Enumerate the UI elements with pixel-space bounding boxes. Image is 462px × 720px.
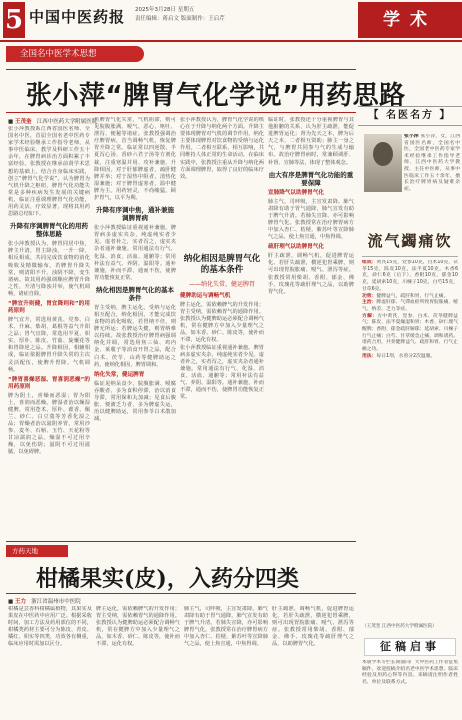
doctor-bio (404, 134, 460, 224)
column-2-subhead-2: 纳化相因是脾胃气化的基本条件 (96, 285, 174, 302)
analysis-label: 方解： (362, 313, 378, 319)
mid-headline: 纳化相因是脾胃气化的基本条件 (183, 254, 261, 275)
feature-byline: ■ 王茂奎 江西中医药大学附属医院 (8, 119, 98, 125)
prescription-text (362, 260, 458, 620)
column-1-paragraph-4: 脾为阴土，喜燥而恶湿；胃为阳土，喜润而恶燥。脾湿者治以燥湿健脾，常用苍术、厚朴、藿香、佩兰、砂仁、白豆蔻等芳香化湿之品；胃燥者治以滋阴养胃，常用沙参、麦冬、石斛、玉竹、天花粉等甘凉濡润之品。燥湿不可过用辛燥，以免伤阴；滋阴不可过用滋腻，以免碍脾。 (8, 392, 90, 456)
column-4-subhead: 由大有序是脾胃气化功能的重要保障 (268, 170, 354, 187)
column-1-intro: 张小萍教授系江西省国医名师、全国名中医，首届全国名老中医药专家学术经验继承工作指导老师，从事中医临床、教学及科研工作五十余年，在脾胃病诊治方面积累了丰富经验。张教授在继承前贤学术思想的基础上，结合自身临床实践，创立“脾胃气化学说”，认为脾胃为气机升降之枢纽，脾胃气化功能失常是多种疾病发生发展的关键病机，临证注重调理脾胃气化功能，用药灵活，疗效显著，现将其用药思路总结如下。 (8, 126, 90, 218)
column-3-paragraph-2: 脾主运化，需依赖脾气的升发作用；胃主受纳，需依赖胃气的通降作用。张教授认为健脾助运必须配合调畅气机，常在健脾方中加入少量理气之品，如木香、砂仁、陈皮等，使补而不滞，运化有权。 (180, 302, 264, 344)
feature-headline: 张小萍“脾胃气化学说”用药思路 (26, 81, 406, 111)
story2-text: 柑橘是芸香科柑橘属植物，其果实及果皮在中医药中应用广泛。根据采收时间、加工方法及药用部位的不同，柑橘类药材主要可分为陈皮、青皮、橘红、枳实等四类，功效各有侧重，临床应用时需加以区分。 (8, 606, 92, 648)
feature-column-2 (94, 117, 176, 540)
newspaper-brand: 中国中医药报 (29, 8, 126, 26)
efficacy-label: 功效： (362, 293, 377, 299)
sidebar-rule (362, 256, 458, 257)
page-number: 5 (3, 2, 25, 38)
story2-column-4 (272, 606, 354, 716)
column-2-paragraph-4: 临证见纳呆食少、脘腹胀满、嗳腐吞酸者，多为食积停滞，治以消食导滞，常用保和丸加减；见食后腹胀、便溏乏力者，多为脾虚失运，治以健脾助运，常用参苓白术散加减。 (94, 380, 176, 423)
story2-column-4-text: 肝主疏泄，调畅气机，促进脾胃运化。若肝失疏泄，横逆犯胃乘脾，则可出现胃脘胀痛、嗳气、泄泻等症。张教授常用柴胡、香附、郁金、佛手、玫瑰花等疏肝理气之品，以助脾胃气化。 (272, 606, 354, 648)
masthead-info (135, 6, 265, 24)
column-1-subhead: 升降有序调脾胃气化的用药整体思路 (10, 222, 88, 239)
composition-label: 组成： (362, 260, 377, 265)
column-2-red-heading: 纳化失常，健运脾胃 (94, 371, 145, 378)
headline-top-rule (6, 69, 356, 70)
usage-label: 用法： (362, 353, 377, 359)
story-divider (6, 541, 356, 542)
feature-column-1 (8, 126, 90, 540)
column-4-red-heading-2: 疏肝理气以助脾胃气化 (268, 244, 324, 251)
editor-credit: 责任编辑：蒋启文 版面制作：王启芹 (135, 16, 225, 22)
headline-bottom-rule (6, 112, 356, 113)
doctor-portrait (364, 134, 402, 192)
mid-subheadline: ——纳化失常，健运脾胃 (188, 281, 255, 288)
call-for-papers-text: 本版学术专栏长期面向广大中医药工作者征集稿件，欢迎投稿介绍名老中医学术思想、临床经验及用药心得等内容。来稿请注明作者姓名、单位及联系方式。 (362, 660, 458, 686)
prescription-title: 流气蠲痛饮 (367, 232, 453, 250)
story2-column-1 (8, 606, 92, 716)
story2-column-2 (96, 606, 180, 716)
sidebar (358, 44, 462, 720)
indication-text: 脾虚肝郁、气滞血瘀所致胃脘胀痛、嗳气、纳差、乏力等症。 (362, 300, 458, 312)
column-2-intro: 若脾胃气化失常，气机阻滞，则可见脘腹胀满、嗳气、恶心、呕吐、泄泻、便秘等诸症。张教授强调治疗脾胃病，首当调畅气机，恢复脾胃升降之常。临证常以四逆散、半夏泻心汤、香砂六君子汤等方剂化裁，注重寒温并用、攻补兼施、升降相因。对于肝郁脾虚者，疏肝健脾并举；对于湿热中阻者，清热化湿兼施；对于脾胃虚寒者，温中健脾为主。用药轻灵，不尚峻猛，顾护胃气，以平为期。 (94, 117, 176, 202)
story2-author: 王力 (14, 599, 26, 605)
byline-author: 王茂奎 (14, 119, 32, 125)
column-2-subhead: 升降有序调中焦，通补兼施调脾胃病 (96, 206, 174, 223)
column-1-red-heading-1: “脾宜升则健，胃宜降则和”的用药原则 (8, 300, 90, 314)
column-4-paragraph-2: 肺主气，司呼吸，主宣发肃降。肺气肃降有助于胃气通降，肺气宣发有助于脾气升清。若肺失宣降，亦可影响脾胃气化。张教授常在治疗脾胃病方中加入杏仁、桔梗、紫苏叶等宣降肺气之品，使上焦宣通，中焦得调。 (268, 198, 354, 241)
masthead-rule (0, 40, 462, 42)
byline-affiliation: 江西中医药大学附属医院 (36, 119, 98, 125)
story2-rule (6, 593, 356, 594)
column-4-red-heading-1: 宣肺降气以助脾胃气化 (268, 189, 324, 196)
story2-column-3 (184, 606, 268, 716)
usage-text: 每日1剂，水煎分2次温服。 (376, 353, 436, 359)
column-1-paragraph-2: 张小萍教授认为，脾胃同居中焦，脾主升清，胃主降浊，一升一降，相反相成，共同完成饮食物的消化吸收及精微输布。若脾胃升降失常，则清阳不升、浊阴不降，变生诸病。故其用药强调顺应脾胃升降之性，升清与降浊并举，使气机调畅，诸症自除。 (8, 241, 90, 297)
story2-tag: 方药天地 (6, 545, 68, 557)
column-3-red-heading: 健脾助运与调畅气机 (180, 293, 231, 299)
column-3-intro: 张小萍教授认为，脾胃气化学说的核心在于升降与纳化两个方面。升降主要体现脾胃对气机的调节作用，纳化主要体现脾胃对饮食物的受纳与运化作用。二者相互联系，相互影响，共同维持人体正常的生命活动。在临床实践中，张教授注重从升降与纳化两方面调理脾胃，取得了良好的临床疗效。 (180, 117, 264, 180)
issue-date: 2025年3月28日 星期五 (135, 7, 195, 13)
column-1-red-heading-2: “脾胃喜燥恶湿、胃喜润恶燥”的用药原则 (8, 376, 90, 390)
feature-column-3-top (180, 117, 264, 247)
section-title: 学术 (358, 2, 462, 38)
doctor-bio-text: 张小萍，女，江西省国医名师，全国名中医，全国老中医药专家学术经验继承工作指导老师，江西中医药大学教授、主任中医师，从事中医临床工作五十余年，擅长治疗脾胃病及疑难杂症。 (404, 134, 460, 192)
efficacy-text: 健脾益气，疏肝和胃，行气止痛。 (376, 293, 449, 299)
column-2-paragraph-3: 胃主受纳，脾主运化。受纳与运化相互配合，纳化相因，才能完成饮食物的消化吸收。若胃纳不佳，则脾无所运；若脾运失健，则胃纳难以持续。故张教授治疗脾胃病强调纳化并调，常选用焦三仙、鸡内金、莱菔子等消食开胃之品，配合白术、茯苓、山药等健脾助运之药，使纳化相因，脾胃调和。 (94, 304, 176, 368)
feature-column-4 (268, 117, 354, 540)
column-2-paragraph-2: 张小萍教授临证重视通补兼施。脾胃病多虚实夹杂，纯虚纯实者少见。虚者补之，实者泻之，虚实夹杂者通补兼施。常用通法有行气、化湿、消食、活血、通腑等；常用补法有益气、养阴、温阳等。通补兼施，补而不滞，通而不伤，使脾胃功能恢复正常。 (94, 225, 176, 281)
masthead (0, 0, 462, 44)
composition-text: 黄芪15克，党参10克，白术10克，茯苓15克，陈皮10克，法半夏10克，木香6克，砂仁6克（后下），香附10克，郁金10克，延胡索10克，川楝子10克，白芍15克，甘草6克。 (362, 260, 458, 292)
call-for-papers-title: 征稿启事 (364, 638, 456, 656)
story2-column-2-text: 脾主运化，需依赖脾气的升发作用；胃主受纳，需依赖胃气的通降作用。张教授认为健脾助运必须配合调畅气机，常在健脾方中加入少量理气之品，如木香、砂仁、陈皮等，使补而不滞，运化有权。 (96, 606, 180, 648)
indication-label: 主治： (362, 300, 377, 306)
column-1-paragraph-3: 脾气宜升，常选用黄芪、党参、白术、升麻、柴胡、葛根等益气升阳之品；胃气宜降，常选用半夏、枳实、厚朴、陈皮、竹茹、旋覆花等和胃降逆之品。升降相因，相辅相成，临证依据脾胃升降失常的主次灵活配伍，使脾升胃降，气机调畅。 (8, 316, 90, 373)
sidebar-label: 【 名医名方 】 (358, 106, 462, 126)
sidebar-footnote: （王茂奎 江西中医药大学附属医院） (362, 624, 437, 629)
column-4-paragraph-3: 肝主疏泄，调畅气机，促进脾胃运化。若肝失疏泄，横逆犯胃乘脾，则可出现胃脘胀痛、嗳气、泄泻等症。张教授常用柴胡、香附、郁金、佛手、玫瑰花等疏肝理气之品，以助脾胃气化。 (268, 253, 354, 295)
feature-column-3-bottom (180, 290, 264, 540)
story2-headline: 柑橘果实(皮)，入药分四类 (36, 566, 299, 592)
story2-column-3-text: 肺主气，司呼吸，主宣发肃降。肺气肃降有助于胃气通降，肺气宣发有助于脾气升清。若肺失宣降，亦可影响脾胃气化。张教授常在治疗脾胃病方中加入杏仁、桔梗、紫苏叶等宣降肺气之品，使上焦宣通，中焦得调。 (184, 606, 268, 648)
column-3-repeat-1: 张小萍教授临证重视通补兼施。脾胃病多虚实夹杂，纯虚纯实者少见。虚者补之，实者泻之，虚实夹杂者通补兼施。常用通法有行气、化湿、消食、活血、通腑等；常用补法有益气、养阴、温阳等。通补兼施，补而不滞，通而不伤，使脾胃功能恢复正常。 (180, 344, 264, 401)
feature-tag: 全国名中医学术思想 (6, 46, 144, 62)
analysis-text: 方中黄芪、党参、白术、茯苓健脾益气；陈皮、法半夏燥湿和胃；木香、砂仁理气醒脾；香附、郁金疏肝解郁；延胡索、川楝子行气止痛；白芍、甘草缓急止痛，调和诸药。诸药合用，共奏健脾益气、疏肝和胃、行气止痛之功。 (362, 313, 458, 353)
story2-byline: ■ 王力 浙江省温州市中医院 (8, 599, 81, 605)
doctor-name: 张小萍 (404, 134, 419, 139)
story2-affiliation: 浙江省温州市中医院 (31, 599, 81, 605)
column-4-intro: 临证时，张教授还十分重视脾胃与其他脏腑的关系，认为肝主疏泄，能促进脾胃运化；肾为先天之本，脾为后天之本，二者相互资助；肺主一身之气，与脾胃共同参与气的生成与输布。故治疗脾胃病时，常兼顾调肝、补肾、宣肺等法，体现了整体观念。 (268, 117, 354, 166)
